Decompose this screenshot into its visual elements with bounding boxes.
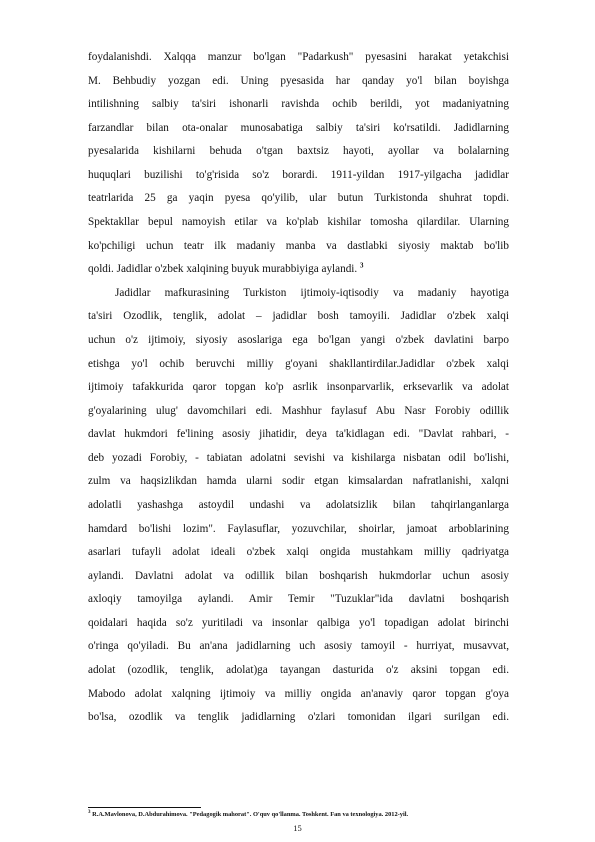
- text-line: asarlari tufayli adolat ideali o'zbek xalqi ongida mustahkam milliy qadriyatga: [88, 546, 509, 559]
- footnote-reference[interactable]: 3: [360, 261, 364, 270]
- text-line: adolatli yashashga astoydil undashi va adolatsizlik bilan tahqirlanganlarga: [88, 498, 509, 511]
- text-line: bo'lsa, ozodlik va tenglik jadidlarning o'zlari tomonidan ilgari surilgan edi.: [88, 711, 509, 724]
- text-line: intilishning salbiy ta'siri ishonarli ravishda ochib berildi, yot madaniyatning: [88, 98, 509, 111]
- text-line: davlat hukmdori fe'lining asosiy jihatidir, deya ta'kidlagan edi. "Davlat rahbari, -: [88, 428, 509, 441]
- text-line: M. Behbudiy yozgan edi. Uning pyesasida har qanday yo'l bilan boyishga: [88, 74, 509, 87]
- text-line: Mabodo adolat xalqning ijtimoiy va milliy ongida an'anaviy qaror topgan g'oya: [88, 687, 509, 700]
- text-line: ko'pchiligi uchun teatr ilk madaniy manba va dastlabki siyosiy maktab bo'lib: [88, 239, 509, 252]
- text-line: g'oyalarining ulug' davomchilari edi. Mashhur faylasuf Abu Nasr Forobiy odillik: [88, 404, 509, 417]
- footnote-number: 3: [88, 809, 91, 815]
- text-line: o'ringa qo'yiladi. Bu an'ana jadidlarning uch asosiy tamoyil - hurriyat, musavvat,: [88, 640, 509, 653]
- text-line: uchun o'z ijtimoiy, siyosiy asoslariga ega bo'lgan yangi o'zbek davlatini barpo: [88, 333, 509, 346]
- text-line: deb yozadi Forobiy, - tabiatan adolatni sevishi va kishilarga nisbatan odil bo'lishi,: [88, 451, 509, 464]
- text-line: Jadidlar mafkurasining Turkiston ijtimoiy-iqtisodiy va madaniy hayotiga: [115, 286, 509, 299]
- page-number: 15: [293, 823, 302, 833]
- footnote-divider: [88, 807, 201, 808]
- text-line: farzandlar bilan ota-onalar munosabatiga salbiy ta'siri ko'rsatildi. Jadidlarning: [88, 121, 509, 134]
- text-line: axloqiy tamoyilga aylandi. Amir Temir "Tuzuklar"ida davlatni boshqarish: [88, 593, 509, 606]
- text-line: ijtimoiy tafakkurida qaror topgan ko'p asrlik insonparvarlik, erksevarlik va adolat: [88, 381, 509, 394]
- paragraph-last-line: [88, 258, 509, 282]
- text-line: qoldi. Jadidlar o'zbek xalqining buyuk murabbiyiga aylandi.: [88, 263, 358, 276]
- footnote: [88, 810, 528, 819]
- text-line: pyesalarida kishilarni behuda o'tgan baxtsiz hayoti, ayollar va bolalarning: [88, 145, 509, 158]
- text-line: teatrlarida 25 ga yaqin pyesa qo'yilib, ular butun Turkistonda shuhrat topdi.: [88, 192, 509, 205]
- text-line: foydalanishdi. Xalqqa manzur bo'lgan "Padarkush" pyesasini harakat yetakchisi: [88, 51, 509, 63]
- text-line: etishga yo'l ochib beruvchi milliy g'oyani shakllantirdilar.Jadidlar o'zbek xalqi: [88, 357, 509, 370]
- footnote-text: R.A.Mavlonova, D.Abdurahimova. "Pedagogik mahorat". O'quv qo'llanma. Toshkent. Fan va texnologiya. 2012-yil.: [92, 811, 409, 818]
- text-line: adolat (ozodlik, tenglik, adolat)ga tayangan dasturida o'z aksini topgan edi.: [88, 664, 509, 677]
- text-line: aylandi. Davlatni adolat va odillik bilan boshqarish hukmdorlar uchun asosiy: [88, 569, 509, 582]
- text-line: huquqlari buzilishi to'g'risida so'z borardi. 1911-yildan 1917-yilgacha jadidlar: [88, 168, 509, 181]
- text-line: qoidalari haqida so'z yuritiladi va insonlar qalbiga yo'l topadigan adolat birinchi: [88, 616, 509, 629]
- text-line: hamdard bo'lishi lozim". Faylasuflar, yozuvchilar, shoirlar, jamoat arboblarining: [88, 522, 509, 535]
- body-text: [88, 46, 509, 730]
- text-line: zulm va haqsizlikdan hamda ularni sodir etgan kimsalardan nafratlanishi, xalqni: [88, 475, 509, 488]
- text-line: Spektakllar bepul namoyish etilar va ko'plab kishilar tomosha qilardilar. Ularning: [88, 216, 509, 229]
- text-line: ta'siri Ozodlik, tenglik, adolat – jadidlar bosh tamoyili. Jadidlar o'zbek xalqi: [88, 310, 509, 323]
